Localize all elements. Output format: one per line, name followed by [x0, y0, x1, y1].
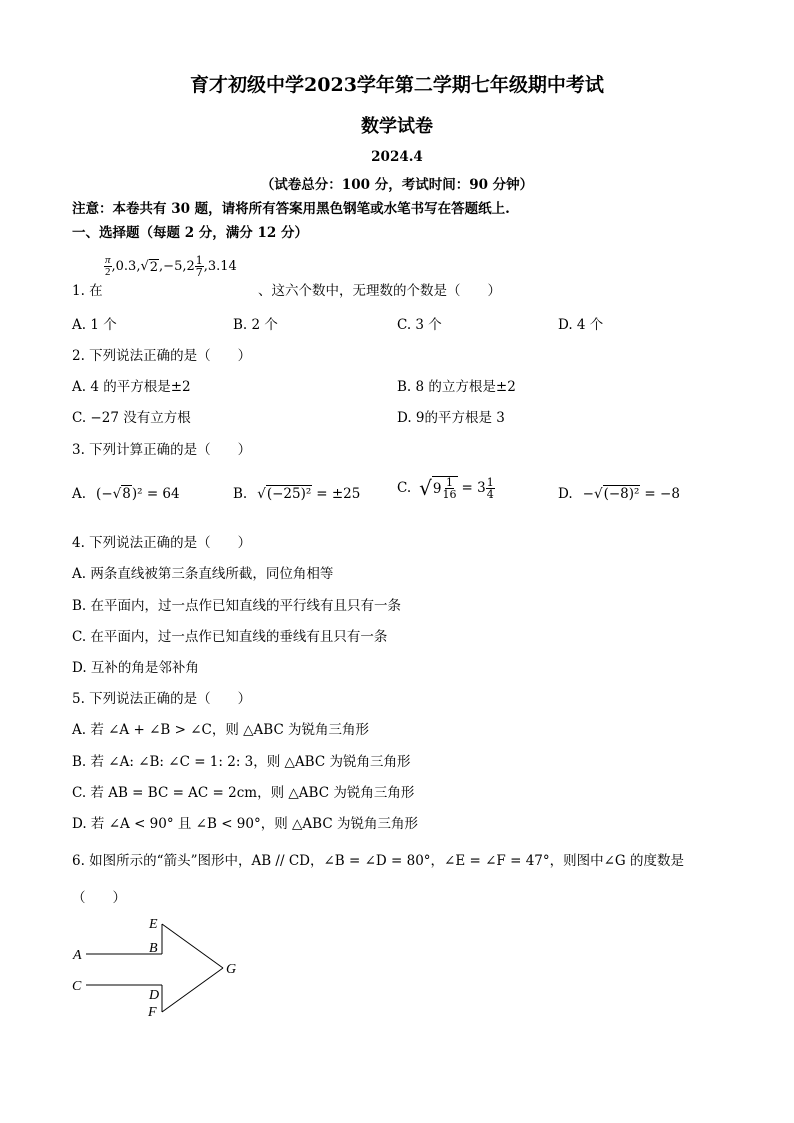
section-heading: 一、选择题（每题 2 分，满分 12 分） [72, 225, 308, 241]
q3-b-expr-2: = ±25 [316, 485, 361, 502]
q3-b-sqrt-sign: √ [257, 485, 266, 502]
q1-pi: π [105, 254, 111, 266]
q6-paren: （ ） [72, 890, 126, 906]
q1-option-d: D. 4 个 [558, 317, 604, 333]
q3-c-whole: 9 [432, 480, 442, 497]
q3-d-expr-1: − [582, 485, 594, 502]
q3-c-eq: = 3 [461, 480, 486, 496]
q2-option-b: B. 8 的立方根是±2 [397, 379, 516, 395]
q3-a-label: A. [72, 485, 87, 502]
q4-option-b: B. 在平面内，过一点作已知直线的平行线有且只有一条 [72, 598, 402, 614]
q3-c-fraction [441, 477, 457, 500]
q3-c-result-den: 4 [486, 487, 494, 501]
q2-option-d: D. 9的平方根是 3 [397, 410, 505, 426]
q3-option-c [397, 476, 495, 500]
q5-option-c: C. 若 AB = BC = AC = 2cm，则 △ABC 为锐角三角形 [72, 785, 415, 801]
q1-option-a: A. 1 个 [72, 317, 117, 333]
label-b: B [149, 941, 158, 956]
q3-c-den: 16 [442, 488, 457, 501]
q3-d-expr-2: = −8 [644, 485, 680, 502]
q5-option-d: D. 若 ∠A < 90° 且 ∠B < 90°，则 △ABC 为锐角三角形 [72, 816, 418, 832]
exam-subtitle: 数学试卷 [361, 116, 433, 137]
q1-two: 2 [105, 266, 111, 278]
q3-c-sqrt-sign: √ [419, 476, 432, 500]
label-a: A [73, 948, 82, 963]
q4-stem: 4. 下列说法正确的是（ ） [72, 535, 252, 551]
q3-a-expr-1: (− [96, 485, 113, 502]
q3-c-num: 1 [445, 476, 453, 489]
q3-option-b [233, 485, 360, 502]
q1-one: 1 [195, 254, 203, 267]
q3-a-sqrt-sign: √ [112, 485, 122, 502]
q3-c-label: C. [397, 480, 412, 496]
exam-notice: 注意：本卷共有 30 题，请将所有答案用黑色钢笔或水笔书写在答题纸上. [72, 201, 510, 217]
q3-b-label: B. [233, 485, 248, 502]
label-f: F [148, 1005, 157, 1020]
q1-sqrt-radicand: 2 [149, 259, 159, 275]
q3-option-a [72, 485, 180, 502]
q3-a-expr-2: )² = 64 [131, 485, 180, 502]
q3-d-sqrt-sign: √ [593, 485, 603, 502]
q3-c-result-fraction [486, 477, 495, 500]
segment-eg [162, 924, 223, 968]
q1-seven: 7 [195, 266, 203, 279]
q2-stem: 2. 下列说法正确的是（ ） [72, 348, 252, 364]
q1-number-list [104, 255, 237, 278]
q2-option-a: A. 4 的平方根是±2 [72, 379, 191, 395]
q3-c-radicand [432, 476, 459, 500]
q3-c-result-num: 1 [486, 475, 494, 489]
q1-prefix: 1. 在 [72, 283, 103, 299]
q6-stem: 6. 如图所示的“箭头”图形中，AB // CD，∠B = ∠D = 80°，∠E = ∠F = 47°，则图中∠G 的度数是 [72, 853, 685, 869]
exam-info: （试卷总分：100 分，考试时间：90 分钟） [260, 177, 534, 193]
segment-fg [162, 968, 223, 1012]
q1-sqrt-sign: √ [140, 259, 149, 274]
q5-option-b: B. 若 ∠A: ∠B: ∠C = 1: 2: 3，则 △ABC 为锐角三角形 [72, 754, 411, 770]
label-e: E [149, 917, 158, 932]
q4-option-d: D. 互补的角是邻补角 [72, 660, 199, 676]
q1-numbers-d: ,3.14 [203, 259, 237, 274]
q3-b-radicand: (−25)² [266, 486, 312, 502]
q4-option-c: C. 在平面内，过一点作已知直线的垂线有且只有一条 [72, 629, 388, 645]
exam-date: 2024.4 [371, 149, 423, 165]
q1-pi-fraction [104, 255, 112, 278]
q3-d-label: D. [558, 485, 573, 502]
label-d: D [149, 988, 160, 1003]
arrow-figure [60, 910, 260, 1025]
label-g: G [226, 962, 237, 977]
q4-option-a: A. 两条直线被第三条直线所截，同位角相等 [72, 566, 334, 582]
exam-title: 育才初级中学2023学年第二学期七年级期中考试 [190, 74, 604, 96]
q3-d-radicand: (−8)² [603, 486, 640, 502]
q1-seventh-fraction [195, 255, 204, 278]
q2-option-c: C. −27 没有立方根 [72, 410, 191, 426]
q5-stem: 5. 下列说法正确的是（ ） [72, 691, 252, 707]
label-c: C [72, 979, 82, 994]
q3-stem: 3. 下列计算正确的是（ ） [72, 442, 252, 458]
q1-numbers-c: ,−5,2 [159, 259, 195, 274]
q5-option-a: A. 若 ∠A + ∠B > ∠C，则 △ABC 为锐角三角形 [72, 722, 370, 738]
q1-numbers-a: ,0.3, [111, 259, 141, 274]
q1-stem: 、这六个数中，无理数的个数是（ ） [258, 283, 501, 299]
q1-option-c: C. 3 个 [397, 317, 442, 333]
q1-option-b: B. 2 个 [233, 317, 278, 333]
q3-a-radicand: 8 [122, 486, 131, 502]
q3-option-d [558, 485, 680, 502]
